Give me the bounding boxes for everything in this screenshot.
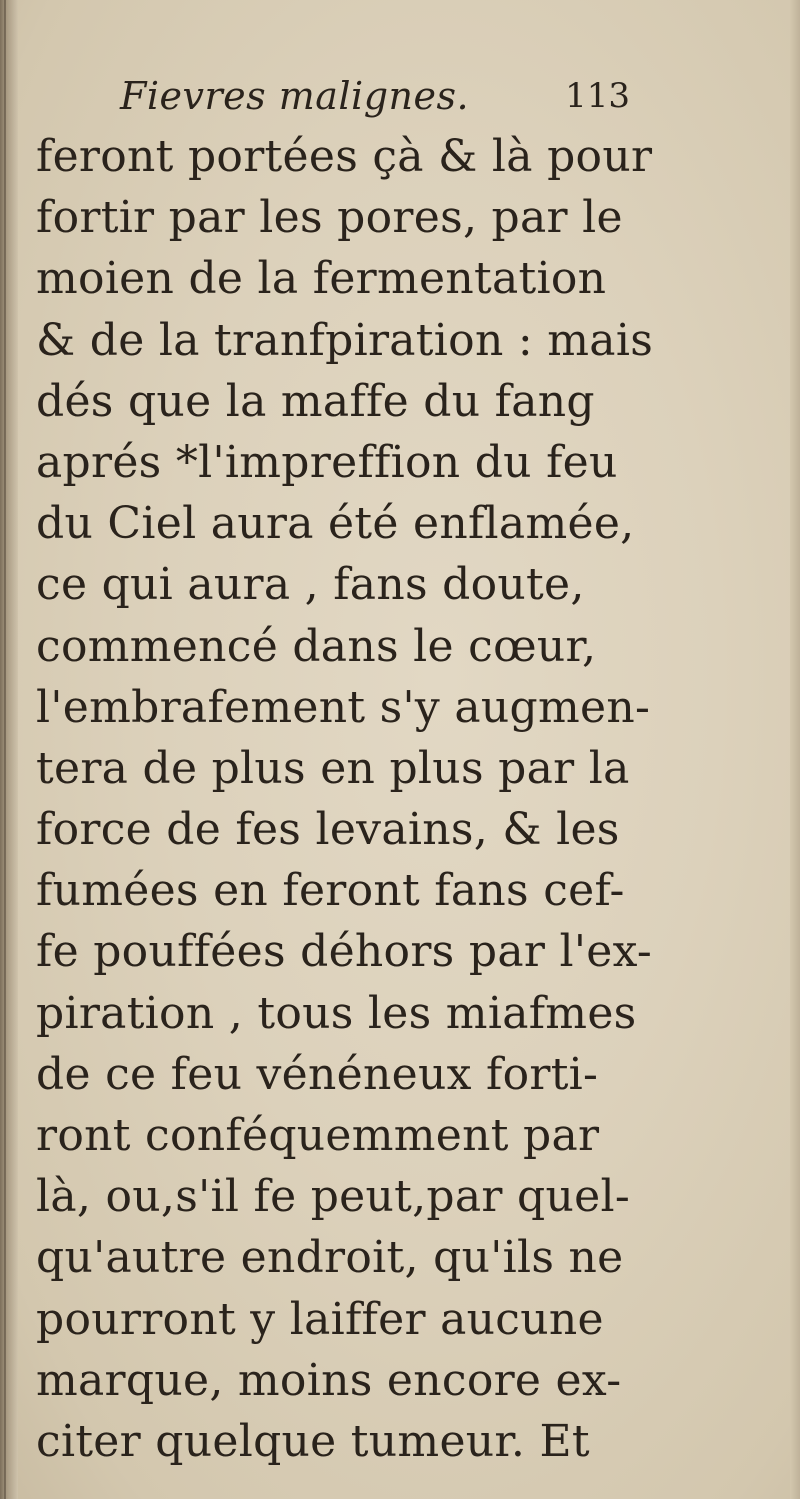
- text-line: dés que la maffe du fang: [36, 375, 595, 427]
- page-right-edge: [790, 0, 800, 1499]
- text-line: piration , tous les miafmes: [36, 987, 637, 1039]
- text-line: marque, moins encore ex-: [36, 1354, 622, 1406]
- text-line: tera de plus en plus par la: [36, 742, 630, 794]
- text-line: de ce feu vénéneux forti-: [36, 1048, 599, 1100]
- text-line: & de la tranfpiration : mais: [36, 314, 654, 366]
- text-line: fumées en feront fans cef-: [36, 865, 625, 917]
- body-text: [36, 126, 666, 1472]
- page-gutter-line: [4, 0, 6, 1499]
- text-line: commencé dans le cœur,: [36, 620, 597, 672]
- text-line: fortir par les pores, par le: [36, 192, 623, 244]
- text-line: qu'autre endroit, qu'ils ne: [36, 1232, 624, 1284]
- text-line: force de fes levains, & les: [36, 804, 620, 856]
- text-line: aprés *l'impreffion du feu: [36, 436, 618, 488]
- page-number: 113: [565, 76, 630, 116]
- text-line: ce qui aura , fans doute,: [36, 559, 585, 611]
- text-line: pourront y laiffer aucune: [36, 1293, 604, 1345]
- text-line: ront conféquemment par: [36, 1110, 600, 1161]
- page-binding-edge: [0, 0, 18, 1499]
- text-line: feront portées çà & là pour: [36, 131, 653, 182]
- text-line: l'embrafement s'y augmen-: [36, 681, 651, 733]
- text-line: fe pouffées déhors par l'ex-: [36, 926, 653, 978]
- running-title: Fievres malignes.: [120, 74, 470, 118]
- text-line: là, ou,s'il fe peut,par quel-: [36, 1171, 631, 1223]
- text-line: citer quelque tumeur. Et: [36, 1415, 590, 1467]
- text-line: du Ciel aura été enflamée,: [36, 498, 635, 550]
- page-header: [120, 74, 630, 124]
- text-line: moien de la fermentation: [36, 253, 607, 305]
